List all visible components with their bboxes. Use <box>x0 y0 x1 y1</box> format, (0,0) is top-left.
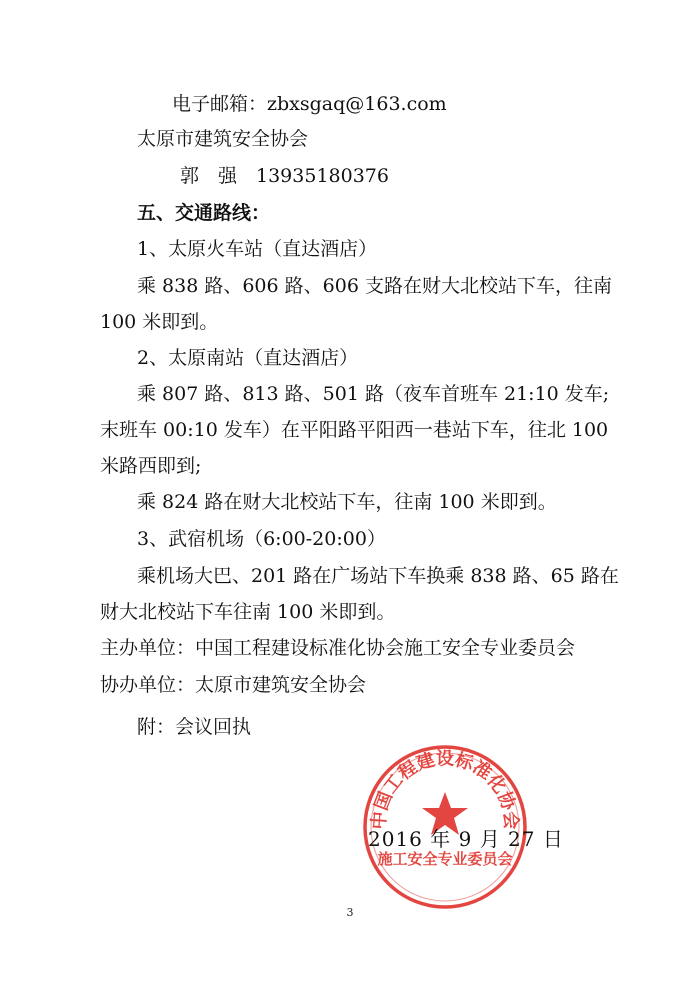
airport-route-line-1: 乘机场大巴、201 路在广场站下车换乘 838 路、65 路在 <box>137 565 619 587</box>
south-station-title: 2、太原南站（直达酒店） <box>137 347 359 369</box>
seal-outer-text: 中国工程建设标准化协会 <box>368 748 522 831</box>
south-station-route-line-3: 米路西即到; <box>100 455 202 477</box>
contact-organization: 太原市建筑安全协会 <box>137 128 309 150</box>
south-station-route-line-4: 乘 824 路在财大北校站下车，往南 100 米即到。 <box>137 491 557 513</box>
seal-inner-text: 施工安全专业委员会 <box>377 850 513 868</box>
transport-heading: 五、交通路线： <box>137 202 271 224</box>
attachment-note: 附：会议回执 <box>137 716 252 738</box>
co-host-organizer: 协办单位：太原市建筑安全协会 <box>100 674 367 696</box>
airport-title: 3、武宿机场（6:00-20:00） <box>137 528 386 550</box>
airport-route-line-2: 财大北校站下车往南 100 米即到。 <box>100 601 396 623</box>
host-organizer: 主办单位：中国工程建设标准化协会施工安全专业委员会 <box>100 637 576 659</box>
train-station-route-line-2: 100 米即到。 <box>100 311 219 333</box>
train-station-route-line-1: 乘 838 路、606 路、606 支路在财大北校站下车，往南 <box>137 275 612 297</box>
document-date: 2016 年 9 月 27 日 <box>368 827 564 851</box>
train-station-title: 1、太原火车站（直达酒店） <box>137 238 378 260</box>
email-line: 电子邮箱：zbxsgaq@163.com <box>172 93 447 115</box>
south-station-route-line-2: 末班车 00:10 发车）在平阳路平阳西一巷站下车，往北 100 <box>100 419 609 441</box>
page-number: 3 <box>346 906 354 919</box>
south-station-route-line-1: 乘 807 路、813 路、501 路（夜车首班车 21:10 发车; <box>137 383 610 405</box>
contact-person-line: 郭 强 13935180376 <box>180 165 389 187</box>
